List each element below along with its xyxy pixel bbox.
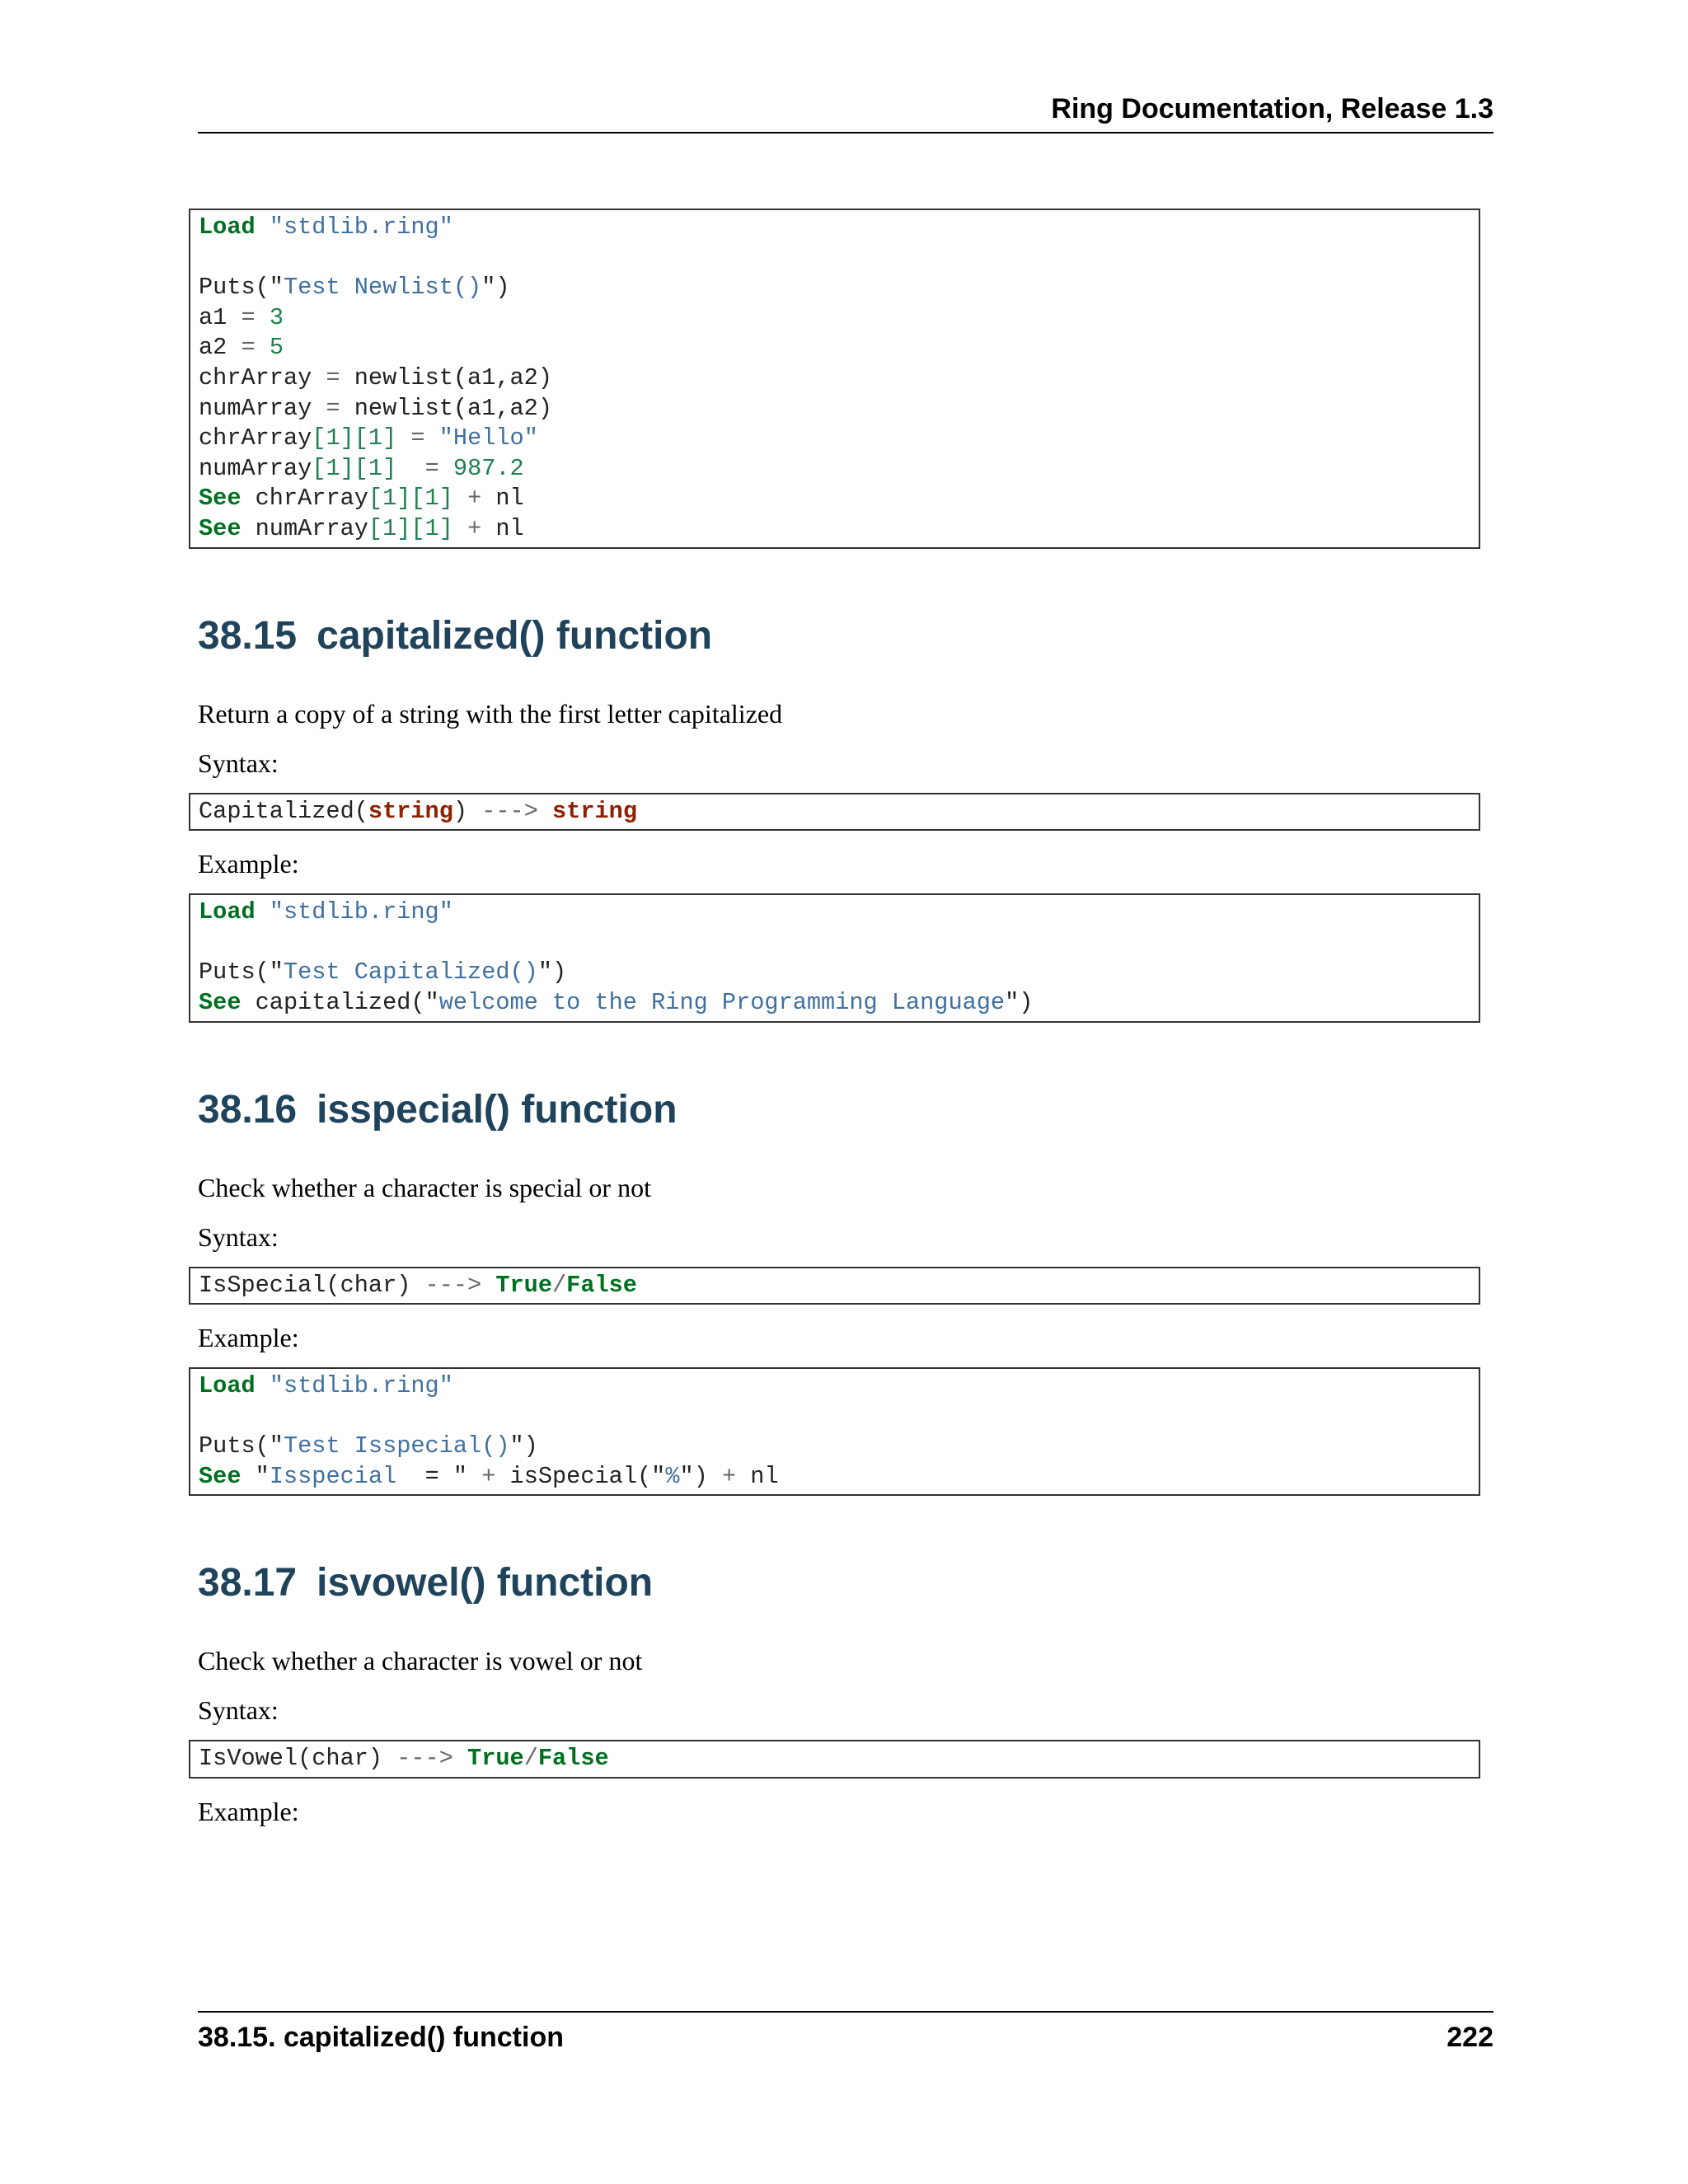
- syntax-code-block: [189, 1740, 1480, 1779]
- code-token: [256, 898, 270, 926]
- code-line: [199, 424, 1470, 454]
- code-token: See: [199, 1462, 241, 1490]
- code-token: [481, 1272, 495, 1299]
- section-number: 38.15: [198, 613, 298, 658]
- section-description: Check whether a character is special or not: [198, 1172, 651, 1202]
- code-line: [199, 928, 1470, 958]
- code-token: ": [269, 274, 284, 302]
- code-token: ": [424, 988, 439, 1016]
- syntax-label: Syntax:: [198, 748, 279, 778]
- code-token: Load: [199, 898, 256, 926]
- running-footer: [198, 2011, 1493, 2054]
- code-token: +: [481, 1462, 496, 1490]
- code-token: Test Capitalized(): [283, 958, 538, 987]
- code-token: =: [241, 303, 256, 331]
- code-line: [199, 484, 1470, 514]
- code-token: [241, 1463, 255, 1490]
- example-code-block: [189, 1367, 1480, 1496]
- section-heading-38-17: [198, 1560, 1493, 1606]
- code-token: Puts(: [199, 274, 270, 302]
- code-token: [256, 334, 270, 361]
- code-line: [199, 1432, 1470, 1462]
- code-token: = ": [424, 1462, 482, 1490]
- syntax-label: Syntax:: [198, 1221, 279, 1252]
- code-token: "): [481, 274, 510, 302]
- code-line: [199, 213, 1470, 243]
- code-token: [1][1]: [312, 424, 397, 452]
- code-token: =: [410, 424, 425, 452]
- code-line: [199, 988, 1470, 1019]
- section-title: capitalized() function: [316, 613, 713, 658]
- code-token: False: [566, 1271, 637, 1299]
- code-token: 3: [269, 303, 284, 331]
- code-token: See: [199, 988, 241, 1016]
- example-code-block: [189, 893, 1480, 1022]
- code-token: Load: [199, 213, 256, 241]
- code-token: a2: [199, 334, 241, 362]
- code-line: [199, 394, 1470, 424]
- code-token: =: [326, 363, 340, 391]
- code-token: string: [552, 797, 637, 825]
- code-token: False: [537, 1745, 609, 1773]
- code-token: "stdlib.ring": [269, 898, 453, 926]
- code-token: [453, 1745, 467, 1772]
- section-heading-38-15: [198, 613, 1493, 659]
- code-token: /: [552, 1271, 567, 1299]
- code-token: chrArray: [199, 363, 326, 391]
- code-token: welcome to the Ring Programming Language: [438, 988, 1006, 1016]
- code-token: a1: [199, 303, 241, 331]
- code-line: [199, 363, 1470, 394]
- code-token: Test Newlist(): [283, 274, 482, 302]
- code-token: =: [424, 454, 439, 482]
- page-number: 222: [1447, 2022, 1493, 2053]
- page-content: [198, 209, 1493, 1828]
- code-token: ": [269, 958, 284, 987]
- code-token: "): [1005, 988, 1034, 1016]
- code-token: "stdlib.ring": [269, 213, 453, 241]
- code-token: Puts(: [199, 958, 270, 987]
- code-token: [256, 213, 270, 241]
- code-block: [189, 209, 1480, 549]
- code-token: [256, 304, 270, 331]
- code-token: /: [523, 1745, 538, 1773]
- code-token: Puts(: [199, 1432, 270, 1460]
- code-token: capitalized(: [241, 988, 425, 1016]
- code-token: "): [537, 958, 567, 987]
- code-token: newlist(a1,a2): [340, 394, 552, 422]
- code-token: [1][1]: [368, 485, 453, 513]
- code-token: IsSpecial(char): [199, 1271, 425, 1299]
- code-token: --->: [424, 1271, 482, 1299]
- code-token: [396, 455, 424, 482]
- example-label: Example:: [198, 1797, 299, 1827]
- code-token: nl: [481, 485, 524, 513]
- code-token: chrArray: [199, 424, 312, 452]
- code-token: string: [368, 797, 453, 825]
- code-token: isSpecial(": [495, 1462, 666, 1490]
- code-line: [199, 1371, 1470, 1402]
- code-line: [199, 454, 1470, 485]
- syntax-code-block: [189, 793, 1480, 832]
- code-token: ): [452, 797, 482, 825]
- code-token: [1][1]: [312, 454, 397, 482]
- code-token: Test Isspecial(): [283, 1432, 510, 1460]
- code-line: [199, 243, 1470, 274]
- section-number: 38.17: [198, 1561, 298, 1605]
- code-token: True: [467, 1745, 524, 1773]
- code-line: [199, 1402, 1470, 1432]
- code-token: Capitalized(: [199, 797, 368, 825]
- code-token: True: [495, 1271, 552, 1299]
- code-token: "Hello": [438, 424, 538, 452]
- section-heading-38-16: [198, 1087, 1493, 1133]
- syntax-label: Syntax:: [198, 1695, 279, 1726]
- code-token: "): [509, 1432, 538, 1460]
- section-description: Return a copy of a string with the first letter capitalized: [198, 698, 783, 729]
- code-token: +: [467, 514, 482, 542]
- code-line: [199, 797, 1470, 827]
- code-token: nl: [736, 1462, 779, 1490]
- code-token: chrArray: [241, 485, 368, 513]
- code-token: See: [199, 514, 241, 542]
- code-token: +: [721, 1462, 737, 1490]
- code-token: ": [269, 1432, 284, 1460]
- code-token: nl: [481, 514, 524, 542]
- code-token: --->: [481, 797, 538, 825]
- code-token: =: [241, 334, 256, 362]
- code-line: [199, 958, 1470, 988]
- code-token: [439, 455, 453, 482]
- syntax-code-block: [189, 1267, 1480, 1305]
- code-line: [199, 514, 1470, 545]
- footer-section: 38.15. capitalized() function: [198, 2022, 564, 2053]
- code-token: [538, 798, 552, 825]
- code-token: Load: [199, 1372, 256, 1400]
- section-title: isspecial() function: [316, 1087, 678, 1132]
- section-number: 38.16: [198, 1087, 298, 1132]
- code-token: See: [199, 485, 241, 513]
- code-token: numArray: [241, 514, 368, 542]
- code-token: +: [467, 485, 482, 513]
- code-token: Isspecial: [269, 1462, 425, 1490]
- code-line: [199, 1744, 1470, 1774]
- code-token: [453, 485, 467, 512]
- code-token: [425, 424, 439, 452]
- section-description: Check whether a character is vowel or not: [198, 1646, 643, 1676]
- code-token: 5: [269, 334, 284, 362]
- code-token: =: [326, 394, 340, 422]
- code-line: [199, 1462, 1470, 1493]
- code-token: newlist(a1,a2): [340, 363, 552, 391]
- example-label: Example:: [198, 1323, 299, 1353]
- code-token: [396, 424, 410, 452]
- code-token: %: [665, 1462, 680, 1490]
- code-line: [199, 273, 1470, 303]
- example-label: Example:: [198, 849, 299, 879]
- code-token: "): [679, 1462, 722, 1490]
- code-token: numArray: [199, 454, 312, 482]
- code-token: [1][1]: [368, 514, 453, 542]
- section-title: isvowel() function: [316, 1561, 654, 1605]
- code-token: ": [255, 1462, 270, 1490]
- code-token: "stdlib.ring": [269, 1372, 453, 1400]
- code-token: 987.2: [452, 454, 524, 482]
- code-token: [256, 1372, 270, 1399]
- code-token: IsVowel(char): [199, 1745, 397, 1773]
- code-token: numArray: [199, 394, 326, 422]
- code-line: [199, 303, 1470, 334]
- code-token: [453, 515, 467, 542]
- code-line: [199, 898, 1470, 928]
- code-token: --->: [396, 1745, 453, 1773]
- code-line: [199, 1271, 1470, 1301]
- running-header: Ring Documentation, Release 1.3: [198, 92, 1493, 134]
- code-line: [199, 333, 1470, 363]
